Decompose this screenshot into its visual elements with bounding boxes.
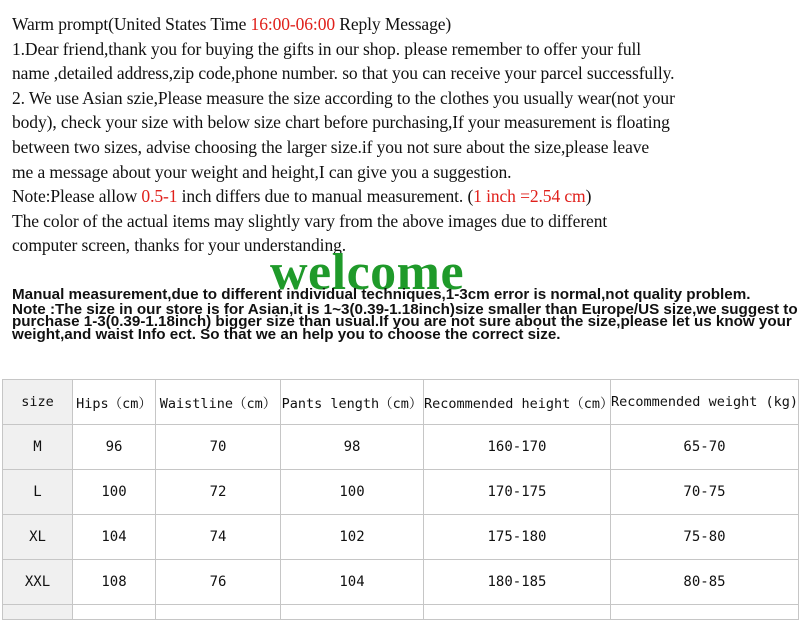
notice-line-4: 2. We use Asian szie,Please measure the size according to the clothes you usually wear(not your [12,87,675,108]
hips-cell: 100 [73,470,156,515]
empty-cell [156,605,281,620]
notice-line-5: body), check your size with below size chart before purchasing,If your measurement is floating [12,112,670,133]
notice-line-6: between two sizes, advise choosing the larger size.if you not sure about the size,please leave [12,136,650,157]
weight-cell: 70-75 [611,470,799,515]
table-row [3,470,799,515]
table-row [3,515,799,560]
header-recommended-height: Recommended height（cm） [424,380,611,425]
empty-cell [281,605,424,620]
size-chart-table [2,379,799,620]
welcome-heading: welcome [270,244,465,301]
notice-line-7: me a message about your weight and height,I can give you a suggestion. [12,161,512,182]
pants-length-cell: 100 [281,470,424,515]
hips-cell: 108 [73,560,156,605]
manual-measurement-note [12,286,798,343]
manual-note-error: Manual measurement,due to different individual techniques,1-3cm error is normal,not quality problem. [12,286,751,303]
warm-prompt-notice [12,12,792,258]
table-row-empty [3,605,799,620]
height-cell: 170-175 [424,470,611,515]
waistline-cell: 76 [156,560,281,605]
weight-cell: 80-85 [611,560,799,605]
notice-line-8: Note:Please allow 0.5-1 inch differs due to manual measurement. (1 inch =2.54 cm) [12,186,592,207]
height-cell: 160-170 [424,425,611,470]
header-recommended-weight: Recommended weight (kg) [611,380,799,425]
height-cell: 180-185 [424,560,611,605]
empty-cell [611,605,799,620]
notice-line-10: computer screen, thanks for your understanding. [12,235,347,256]
pants-length-cell: 104 [281,560,424,605]
notice-line-3: name ,detailed address,zip code,phone number. so that you can receive your parcel successfully. [12,63,675,84]
pants-length-cell: 98 [281,425,424,470]
inch-conversion: 1 inch =2.54 cm [473,186,586,207]
size-cell: L [3,470,73,515]
empty-cell [3,605,73,620]
pants-length-cell: 102 [281,515,424,560]
waistline-cell: 70 [156,425,281,470]
height-cell: 175-180 [424,515,611,560]
size-cell: M [3,425,73,470]
reply-time-range: 16:00-06:00 [250,14,335,34]
notice-line-9: The color of the actual items may slightly vary from the above images due to different [12,210,608,231]
size-cell: XL [3,515,73,560]
manual-note-asian-size: Note :The size in our store is for Asian,it is 1~3(0.39-1.18inch)size smaller than Europe/US size,we suggest to purchase 1-3(0.39-1.18inch) bigger size than usual.If you are not sure about the size,please let us know your weight,and waist Info ect. So that we an help you to choose the correct size. [12,300,798,343]
hips-cell: 96 [73,425,156,470]
table-row [3,425,799,470]
weight-cell: 65-70 [611,425,799,470]
notice-line-2: 1.Dear friend,thank you for buying the gifts in our shop. please remember to offer your full [12,38,642,59]
header-waistline: Waistline（cm） [156,380,281,425]
size-chart-header-row [3,380,799,425]
empty-cell [424,605,611,620]
size-cell: XXL [3,560,73,605]
header-hips: Hips（cm） [73,380,156,425]
notice-line-1: Warm prompt(United States Time 16:00-06:00 Reply Message) [12,14,452,34]
waistline-cell: 72 [156,470,281,515]
empty-cell [73,605,156,620]
header-pants-length: Pants length（cm） [281,380,424,425]
weight-cell: 75-80 [611,515,799,560]
waistline-cell: 74 [156,515,281,560]
hips-cell: 104 [73,515,156,560]
header-size: size [3,380,73,425]
inch-tolerance: 0.5-1 [141,186,178,207]
table-row [3,560,799,605]
